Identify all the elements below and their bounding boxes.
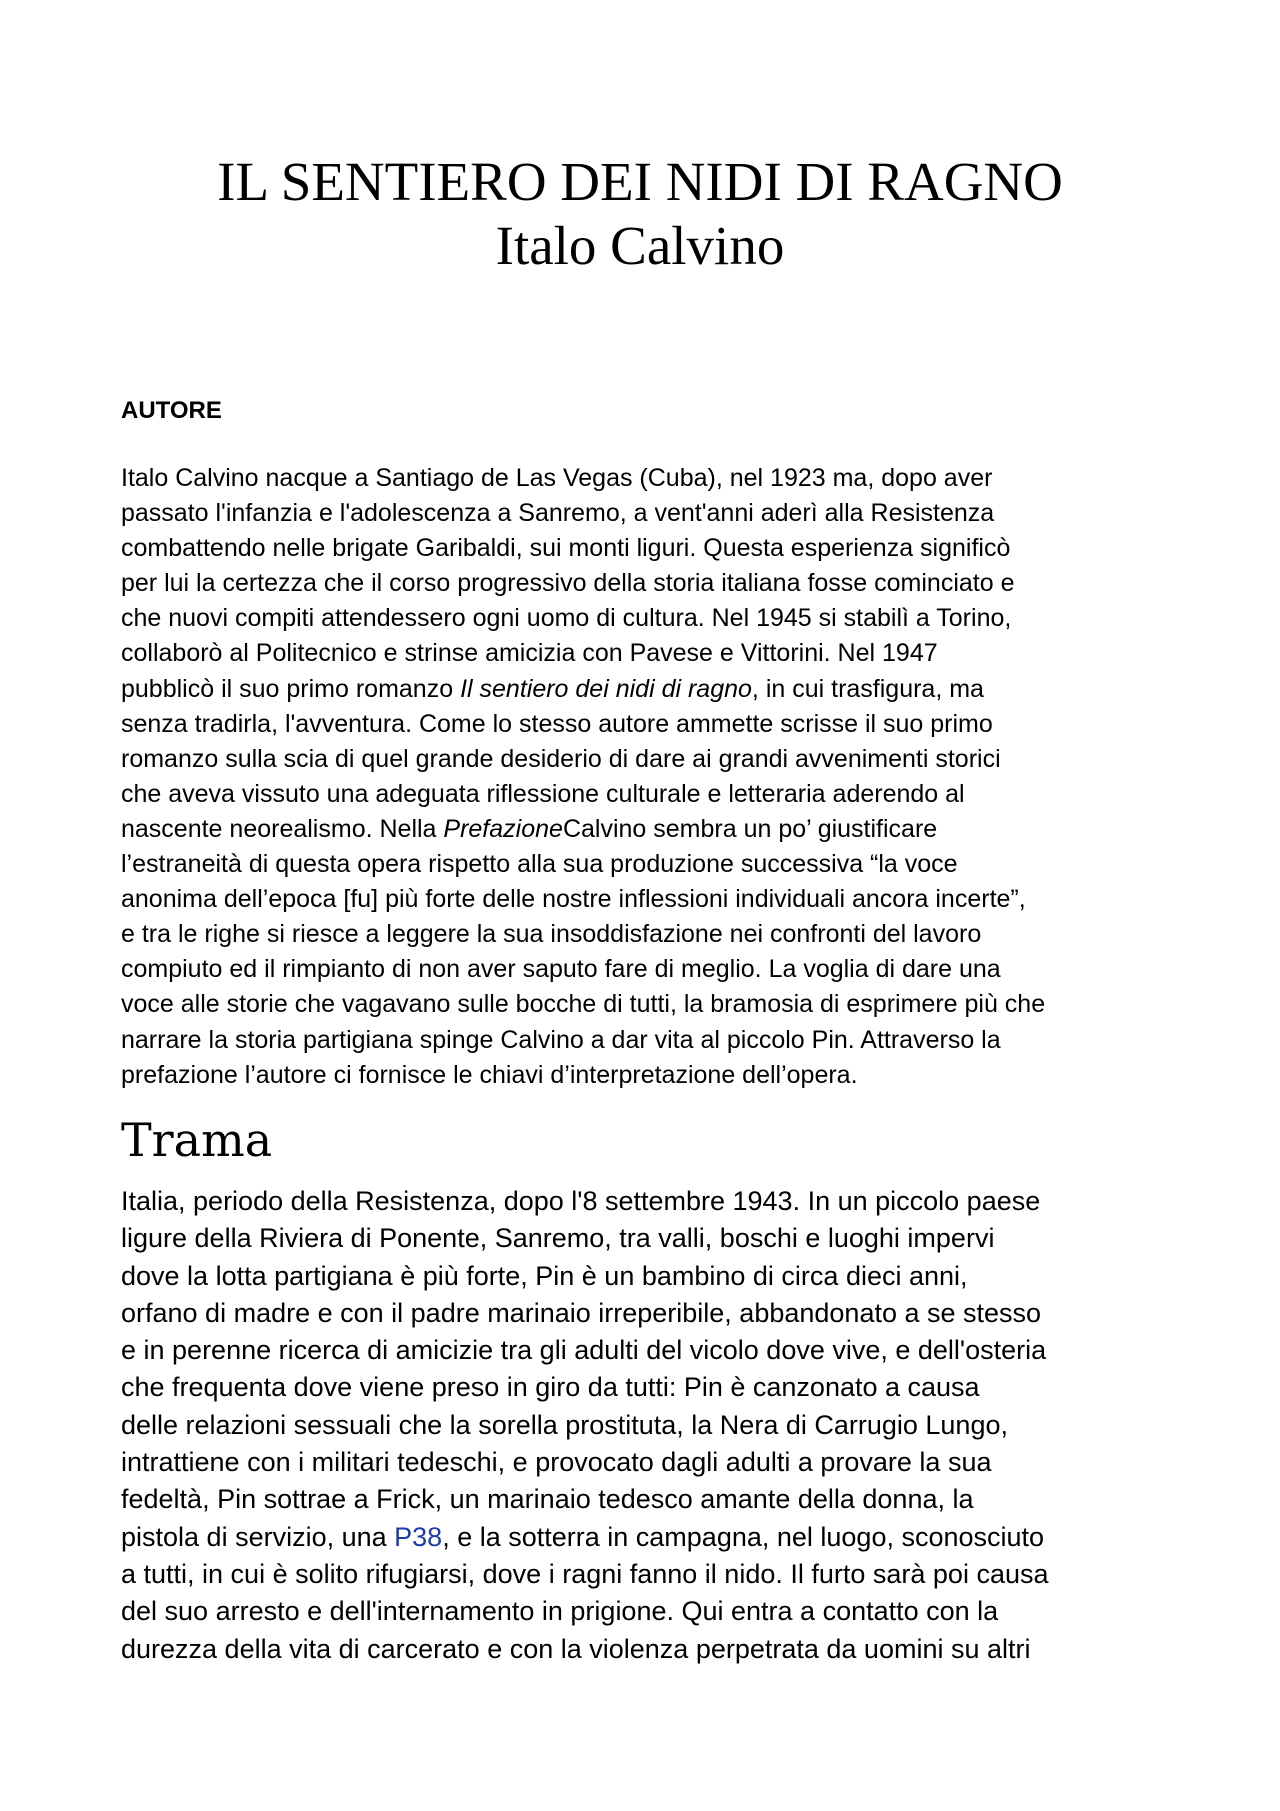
text-line: l’estraneità di questa opera rispetto alla sua produzione successiva “la voce	[121, 850, 958, 879]
text-line: prefazione l’autore ci fornisce le chiavi d’interpretazione dell’opera.	[121, 1060, 858, 1089]
text-line: Italia, periodo della Resistenza, dopo l'8 settembre 1943. In un piccolo paese	[121, 1186, 1041, 1216]
text-run: , e la sotterra in campagna, nel luogo, sconosciuto	[442, 1521, 1045, 1552]
text-line: voce alle storie che vagavano sulle bocche di tutti, la bramosia di esprimere più che	[121, 990, 1046, 1019]
text-line: anonima dell’epoca [fu] più forte delle nostre inflessioni individuali ancora incerte”,	[121, 885, 1026, 914]
text-line: a tutti, in cui è solito rifugiarsi, dove i ragni fanno il nido. Il furto sarà poi causa	[121, 1558, 1049, 1589]
text-line: che frequenta dove viene preso in giro da tutti: Pin è canzonato a causa	[121, 1372, 980, 1403]
text-line: che aveva vissuto una adeguata riflessione culturale e letteraria aderendo al	[121, 779, 965, 808]
text-run: pubblicò il suo primo romanzo	[121, 674, 461, 703]
text-run: Calvino sembra un po’ giustificare	[562, 814, 938, 843]
text-line	[121, 812, 1166, 847]
text-line: senza tradirla, l'avventura. Come lo stesso autore ammette scrisse il suo primo	[121, 709, 993, 738]
trama-paragraph	[121, 1183, 1166, 1668]
text-line: compiuto ed il rimpianto di non aver saputo fare di meglio. La voglia di dare una	[121, 955, 1001, 984]
text-line	[121, 672, 1166, 707]
text-line: intrattiene con i militari tedeschi, e provocato dagli adulti a provare la sua	[121, 1447, 992, 1478]
text-line: e tra le righe si riesce a leggere la sua insoddisfazione nei confronti del lavoro	[121, 920, 982, 949]
text-line: passato l'infanzia e l'adolescenza a Sanremo, a vent'anni aderì alla Resistenza	[121, 499, 995, 528]
autore-paragraph	[121, 461, 1166, 1093]
text-line	[121, 1519, 1166, 1556]
text-line: dove la lotta partigiana è più forte, Pin è un bambino di circa dieci anni,	[121, 1260, 968, 1291]
text-run: , in cui trasfigura, ma	[751, 674, 984, 703]
text-run: nascente neorealismo. Nella	[121, 814, 444, 843]
text-line: combattendo nelle brigate Garibaldi, sui monti liguri. Questa esperienza significò	[121, 534, 1011, 563]
text-line: fedeltà, Pin sottrae a Frick, un marinaio tedesco amante della donna, la	[121, 1484, 974, 1515]
text-line: Italo Calvino nacque a Santiago de Las Vegas (Cuba), nel 1923 ma, dopo aver	[121, 464, 993, 492]
text-line: che nuovi compiti attendessero ogni uomo di cultura. Nel 1945 si stabilì a Torino,	[121, 604, 1012, 633]
text-line: durezza della vita di carcerato e con la violenza perpetrata da uomini su altri	[121, 1633, 1031, 1664]
book-author: Italo Calvino	[495, 215, 785, 276]
text-line: orfano di madre e con il padre marinaio irreperibile, abbandonato a se stesso	[121, 1297, 1042, 1328]
text-line: ligure della Riviera di Ponente, Sanremo, tra valli, boschi e luoghi impervi	[121, 1223, 995, 1254]
text-line: delle relazioni sessuali che la sorella prostituta, la Nera di Carrugio Lungo,	[121, 1409, 1008, 1440]
document-title-block	[0, 150, 1280, 278]
text-run: pistola di servizio, una	[121, 1521, 395, 1552]
autore-heading: AUTORE	[121, 397, 222, 424]
prefazione-italic: Prefazione	[443, 814, 563, 843]
text-line: e in perenne ricerca di amicizie tra gli adulti del vicolo dove vive, e dell'osteria	[121, 1335, 1047, 1366]
p38-link[interactable]: P38	[394, 1521, 443, 1552]
book-title-italic: Il sentiero dei nidi di ragno	[460, 674, 752, 703]
text-line: romanzo sulla scia di quel grande desiderio di dare ai grandi avvenimenti storici	[121, 744, 1001, 773]
text-line: del suo arresto e dell'internamento in prigione. Qui entra a contatto con la	[121, 1596, 999, 1627]
text-line: per lui la certezza che il corso progressivo della storia italiana fosse cominciato e	[121, 569, 1015, 598]
text-line: collaborò al Politecnico e strinse amicizia con Pavese e Vittorini. Nel 1947	[121, 639, 938, 668]
text-line: narrare la storia partigiana spinge Calvino a dar vita al piccolo Pin. Attraverso la	[121, 1025, 1001, 1054]
trama-heading: Trama	[121, 1113, 273, 1167]
book-title: IL SENTIERO DEI NIDI DI RAGNO	[217, 151, 1063, 212]
